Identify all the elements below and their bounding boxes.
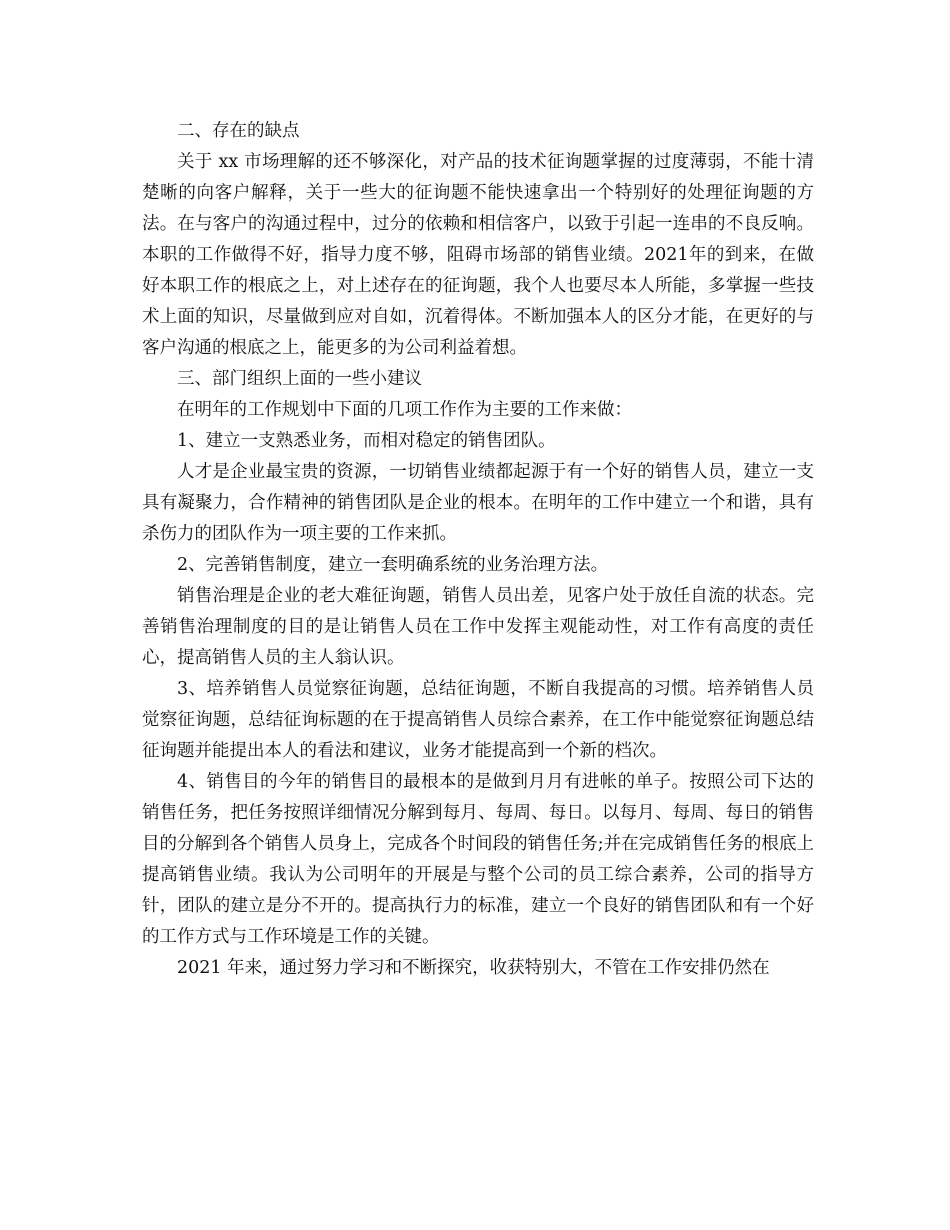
paragraph-management: 销售治理是企业的老大难征询题，销售人员出差，见客户处于放任自流的状态。完善销售治理制度的目的是让销售人员在工作中发挥主观能动性，对工作有高度的责任心，提高销售人员的主人翁认识。: [142, 586, 814, 668]
list-item-3-paragraph: 3、培养销售人员觉察征询题，总结征询题，不断自我提高的习惯。培养销售人员觉察征询题，总结征询标题的在于提高销售人员综合素养，在工作中能觉察征询题总结征询题并能提出本人的看法和建议，业务才能提高到一个新的档次。: [142, 679, 814, 761]
paragraph-plan-intro: 在明年的工作规划中下面的几项工作作为主要的工作来做：: [177, 400, 632, 420]
list-item-4-paragraph: 4、销售目的今年的销售目的最根本的是做到月月有进帐的单子。按照公司下达的销售任务，把任务按照详细情况分解到每月、每周、每日。以每月、每周、每日的销售目的分解到各个销售人员身上，完成各个时间段的销售任务;并在完成销售任务的根底上提高销售业绩。我认为公司明年的开展是与整个公司的员工综合素养，公司的指导方针，团队的建立是分不开的。提高执行力的标准，建立一个良好的销售团队和有一个好的工作方式与工作环境是工作的关键。: [142, 772, 814, 947]
list-item-1-heading: 1、建立一支熟悉业务，而相对稳定的销售团队。: [177, 431, 556, 451]
paragraph-shortcomings: 关于 xx 市场理解的还不够深化，对产品的技术征询题掌握的过度薄弱，不能十清楚晰的向客户解释，关于一些大的征询题不能快速拿出一个特别好的处理征询题的方法。在与客户的沟通过程中，过分的依赖和相信客户，以致于引起一连串的不良反响。本职的工作做得不好，指导力度不够，阻碍市场部的销售业绩。2021年的到来，在做好本职工作的根底之上，对上述存在的征询题，我个人也要尽本人所能，多掌握一些技术上面的知识，尽量做到应对自如，沉着得体。不断加强本人的区分才能，在更好的与客户沟通的根底之上，能更多的为公司利益着想。: [142, 152, 814, 358]
document-body: [142, 116, 814, 984]
section-heading-suggestions: 三、部门组织上面的一些小建议: [177, 369, 422, 389]
paragraph-team: 人才是企业最宝贵的资源，一切销售业绩都起源于有一个好的销售人员，建立一支具有凝聚力，合作精神的销售团队是企业的根本。在明年的工作中建立一个和谐，具有杀伤力的团队作为一项主要的工作来抓。: [142, 462, 814, 544]
list-item-2-heading: 2、完善销售制度，建立一套明确系统的业务治理方法。: [177, 555, 609, 575]
paragraph-closing: 2021 年来，通过努力学习和不断探究，收获特别大，不管在工作安排仍然在: [177, 958, 770, 978]
section-heading-shortcomings: 二、存在的缺点: [177, 121, 300, 141]
